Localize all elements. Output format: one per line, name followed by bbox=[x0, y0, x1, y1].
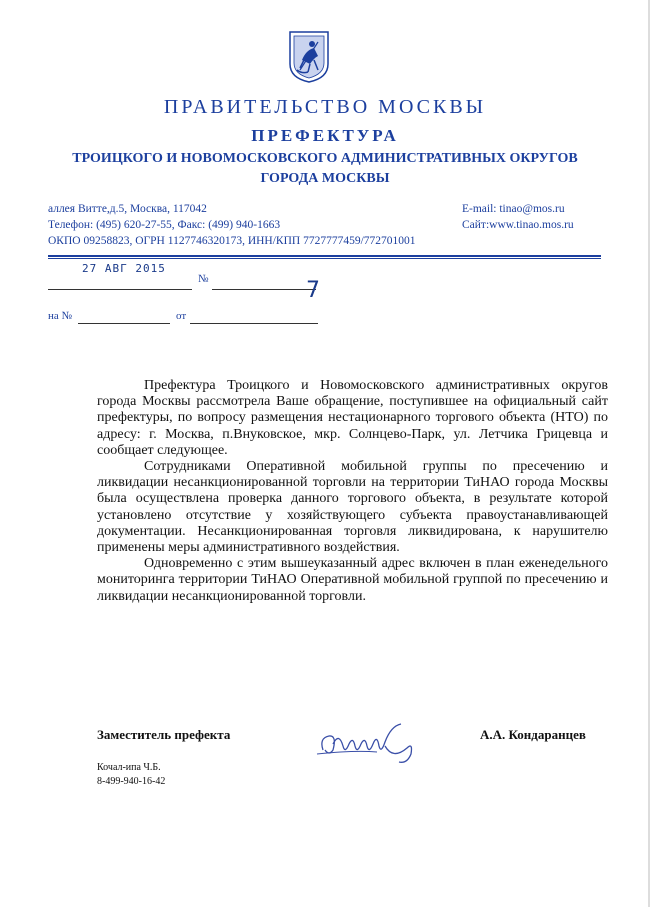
codes-text: ОКПО 09258823, ОГРН 1127746320173, ИНН/КПП 7727777459/772701001 bbox=[48, 235, 416, 247]
site-text: Сайт:www.tinao.mos.ru bbox=[462, 219, 574, 231]
number-stamp: 7 bbox=[306, 278, 320, 303]
date-underline bbox=[48, 288, 192, 290]
executor-block bbox=[97, 761, 165, 789]
header-rule-thin bbox=[48, 258, 601, 259]
from-label: от bbox=[176, 310, 187, 322]
phone-text: Телефон: (495) 620-27-55, Факс: (499) 940-1663 bbox=[48, 219, 281, 231]
moscow-coat-of-arms-icon bbox=[288, 30, 330, 84]
signer-title: Заместитель префекта bbox=[97, 727, 231, 742]
signer-name: А.А. Кондаранцев bbox=[480, 727, 586, 742]
government-title: ПРАВИТЕЛЬСТВО МОСКВЫ bbox=[163, 96, 487, 118]
city-title: ГОРОДА МОСКВЫ bbox=[260, 171, 390, 186]
paragraph-1: Префектура Троицкого и Новомосковского административных округов города Москвы рассмотрела Ваше обращение, поступившее на официальный сайт префектуры, по вопросу размещения нестационарного торгового объекта (НТО) по адресу: г. Москва, п.Внуковское, мкр. Солнцево-Парк, ул. Летчика Грицевца и сообщает следующее. bbox=[97, 378, 608, 458]
paragraph-2: Сотрудниками Оперативной мобильной группы по пресечению и ликвидации несанкционированной торговли на территории ТиНАО города Москвы была осуществлена проверка данного торгового объекта, в результате которой установлено отсутствие у хозяйствующего субъекта правоустанавливающей документации. Несанкционированная торговля ликвидирована, к нарушителю применены меры административного воздействия. bbox=[97, 459, 608, 556]
address-text: аллея Витте,д.5, Москва, 117042 bbox=[48, 203, 207, 215]
date-stamp: 27 АВГ 2015 bbox=[82, 262, 166, 275]
handwritten-signature bbox=[315, 720, 435, 765]
number-label: № bbox=[198, 273, 209, 285]
prefecture-title: ПРЕФЕКТУРА bbox=[251, 126, 399, 145]
executor-phone: 8-499-940-16-42 bbox=[97, 776, 166, 787]
reply-label: на № bbox=[48, 310, 73, 322]
districts-title: ТРОИЦКОГО И НОВОМОСКОВСКОГО АДМИНИСТРАТИВНЫХ ОКРУГОВ bbox=[72, 151, 578, 166]
email-text: E-mail: tinao@mos.ru bbox=[462, 203, 565, 215]
reply-underline bbox=[78, 322, 170, 324]
contacts-left bbox=[48, 201, 416, 249]
from-underline bbox=[190, 322, 318, 324]
letter-body bbox=[97, 378, 608, 605]
executor-name: Кочал-ипа Ч.Б. bbox=[97, 762, 161, 773]
number-underline bbox=[212, 288, 316, 290]
header-rule bbox=[48, 255, 601, 257]
paragraph-3: Одновременно с этим вышеуказанный адрес включен в план еженедельного мониторинга территории ТиНАО Оперативной мобильной группой по пресечению и ликвидации несанкционированной торговли. bbox=[97, 556, 608, 604]
contacts-right bbox=[462, 201, 574, 233]
